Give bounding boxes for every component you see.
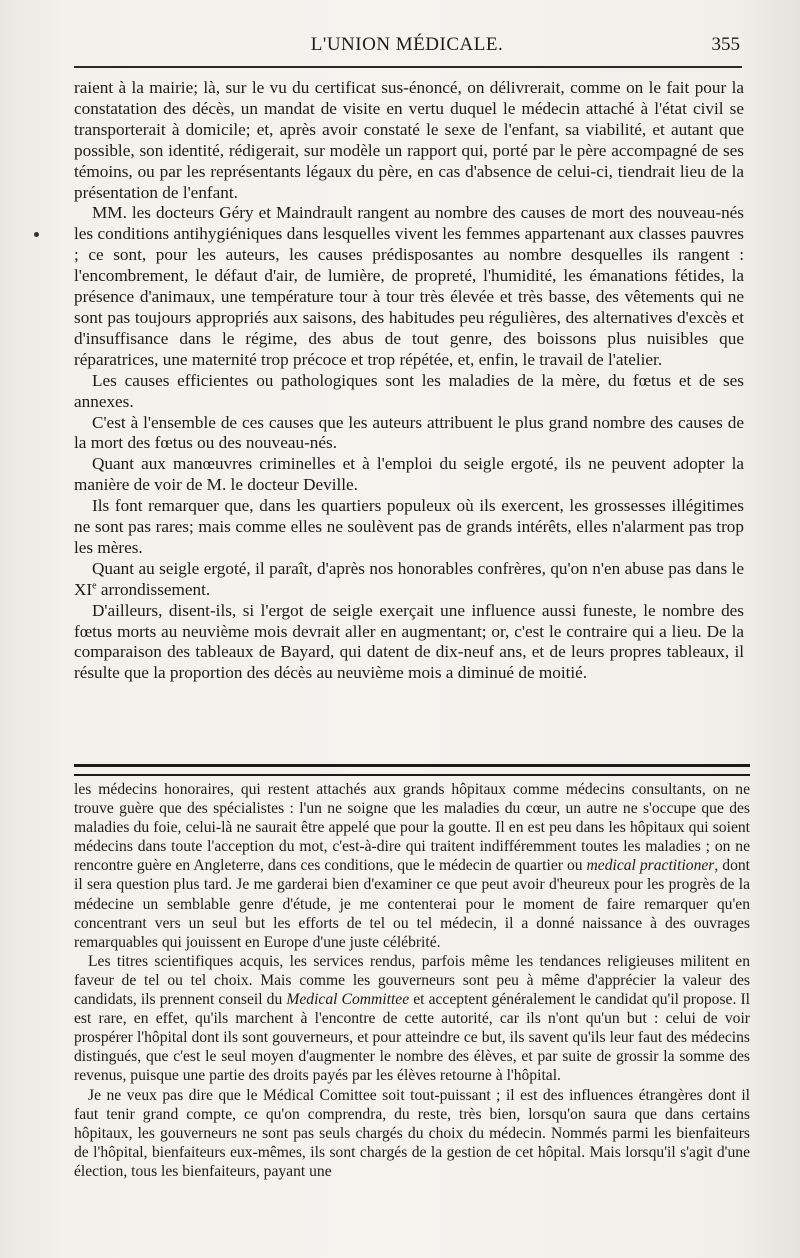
paragraph: raient à la mairie; là, sur le vu du certificat sus-énoncé, on délivrerait, comme on le fait pour la constatation des décès, un mandat de visite en vertu duquel le médecin attaché à l'état civil se transporterait à domicile; et, après avoir constaté le sexe de l'enfant, sa viabilité, et autant que possible, son identité, rédigerait, sur modèle un rapport qui, porté par le père accompagné de ses témoins, ou par les représentants légaux du père, en cas d'absence de celui-ci, tiendrait lieu de la présentation de l'enfant. (74, 78, 744, 202)
paragraph (74, 952, 750, 1086)
page-header (74, 34, 740, 62)
paragraph: MM. les docteurs Géry et Maindrault rangent au nombre des causes de mort des nouveau-nés les conditions antihygiéniques dans lesquelles vivent les femmes appartenant aux classes pauvres ; ce sont, pour les auteurs, les causes prédisposantes au nombre desquelles ils rangent : l'encombrement, le défaut d'air, de lumière, de propreté, l'humidité, les émanations fétides, la présence d'animaux, une température tour à tour très élevée et très basse, des vêtements qui ne sont pas toujours appropriés aux saisons, des habitudes peu régulières, des alternatives d'excès et d'insuffisance dans le régime, des abus de tout genre, des boissons plus nuisibles que réparatrices, une maternité trop précoce et trop répétée, et, enfin, le travail de l'atelier. (74, 203, 744, 369)
text-run: , dont il sera question plus tard. Je me garderai bien d'examiner ce que peut avoir d'heureux pour les progrès de la médecine un semblable genre d'étude, je me contenterai pour le moment de faire remarquer qu'en concentrant vers un seul but les efforts de tel ou tel médecin, il a donné naissance à des ouvrages remarquables qui jouissent en Europe d'une juste célébrité. (74, 857, 751, 951)
paragraph: Quant aux manœuvres criminelles et à l'emploi du seigle ergoté, ils ne peuvent adopter la manière de voir de M. le docteur Deville. (74, 454, 744, 495)
running-title: L'UNION MÉDICALE. (310, 34, 504, 55)
feuilleton-text (74, 780, 750, 1181)
text-run: Les titres scientifiques acquis, les services rendus, parfois même les tendances religieuses militent en faveur de tel ou tel choix. Mais comme les gouverneurs sont peu à même d'apprécier la valeur des candidats, ils prennent conseil du (74, 952, 750, 1009)
text-run: arrondissement. (96, 579, 211, 599)
paragraph: Les causes efficientes ou pathologiques sont les maladies de la mère, du fœtus et de ses annexes. (74, 370, 744, 411)
paragraph: Ils font remarquer que, dans les quartiers populeux où ils exercent, les grossesses illégitimes ne sont pas rares; mais comme elles ne soulèvent pas de grands intérêts, elles n'alarment pas trop les mères. (74, 496, 744, 557)
text-run: les médecins honoraires, qui restent attachés aux grands hôpitaux comme médecins consultants, on ne trouve guère que des spécialistes : l'un ne soigne que les maladies du cœur, un autre ne s'occupe que des maladies du foie, celui-là ne saurait être appelé que pour la goutte. Il en est peu dans les hôpitaux qui soient médecins dans toute l'acception du mot, c'est-à-dire qui traitent indifféremment toutes les maladies ; on ne rencontre guère en Angleterre, dans ces conditions, que le médecin de quartier ou (74, 781, 750, 875)
italic-term: Medical Committee (286, 991, 410, 1009)
italic-term: medical practitioner (586, 857, 715, 875)
paragraph: D'ailleurs, disent-ils, si l'ergot de seigle exerçait une influence aussi funeste, le nombre des fœtus morts au neuvième mois devrait aller en augmentant; or, c'est le contraire qui a lieu. De la comparaison des tableaux de Bayard, qui datent de dix-neuf ans, et de leurs propres tableaux, il résulte que la proportion des décès au neuvième mois a diminué de moitié. (74, 600, 744, 683)
text-run: Quant au seigle ergoté, il paraît, d'après nos honorables confrères, qu'on n'en abuse pas dans le XI (74, 558, 744, 599)
paragraph (74, 559, 744, 601)
feuilleton-separator (74, 764, 750, 776)
page-number: 355 (711, 34, 740, 55)
paragraph: C'est à l'ensemble de ces causes que les auteurs attribuent le plus grand nombre des causes de la mort des fœtus ou des nouveau-nés. (74, 412, 744, 453)
paragraph (74, 780, 750, 952)
main-text (74, 78, 744, 684)
superscript: e (92, 580, 97, 592)
header-rule (74, 66, 742, 68)
paragraph: Je ne veux pas dire que le Médical Comittee soit tout-puissant ; il est des influences étrangères dont il faut tenir grand compte, ce qu'on comprendra, du reste, très bien, lorsqu'on saura que dans certains hôpitaux, les gouverneurs ne sont pas seuls chargés du choix du médecin. Nommés parmi les bienfaiteurs de l'hôpital, bienfaiteurs eux-mêmes, ils sont chargés de la gestion de cet hôpital. Mais lorsqu'il s'agit d'une élection, tous les bienfaiteurs, payant une (74, 1086, 750, 1180)
text-run: et acceptent généralement le candidat qu'il propose. Il est rare, en effet, qu'ils marchent à l'encontre de cette autorité, car ils n'ont qu'un but : celui de voir prospérer l'hôpital dont ils sont gouverneurs, et pour atteindre ce but, ils savent qu'ils leur faut des médecins distingués, que c'est le seul moyen d'augmenter le nombre des élèves, et par suite de grossir la somme des revenus, puisque une partie des droits payés par les élèves retourne à l'hôpital. (74, 991, 750, 1085)
margin-mark (34, 232, 39, 237)
